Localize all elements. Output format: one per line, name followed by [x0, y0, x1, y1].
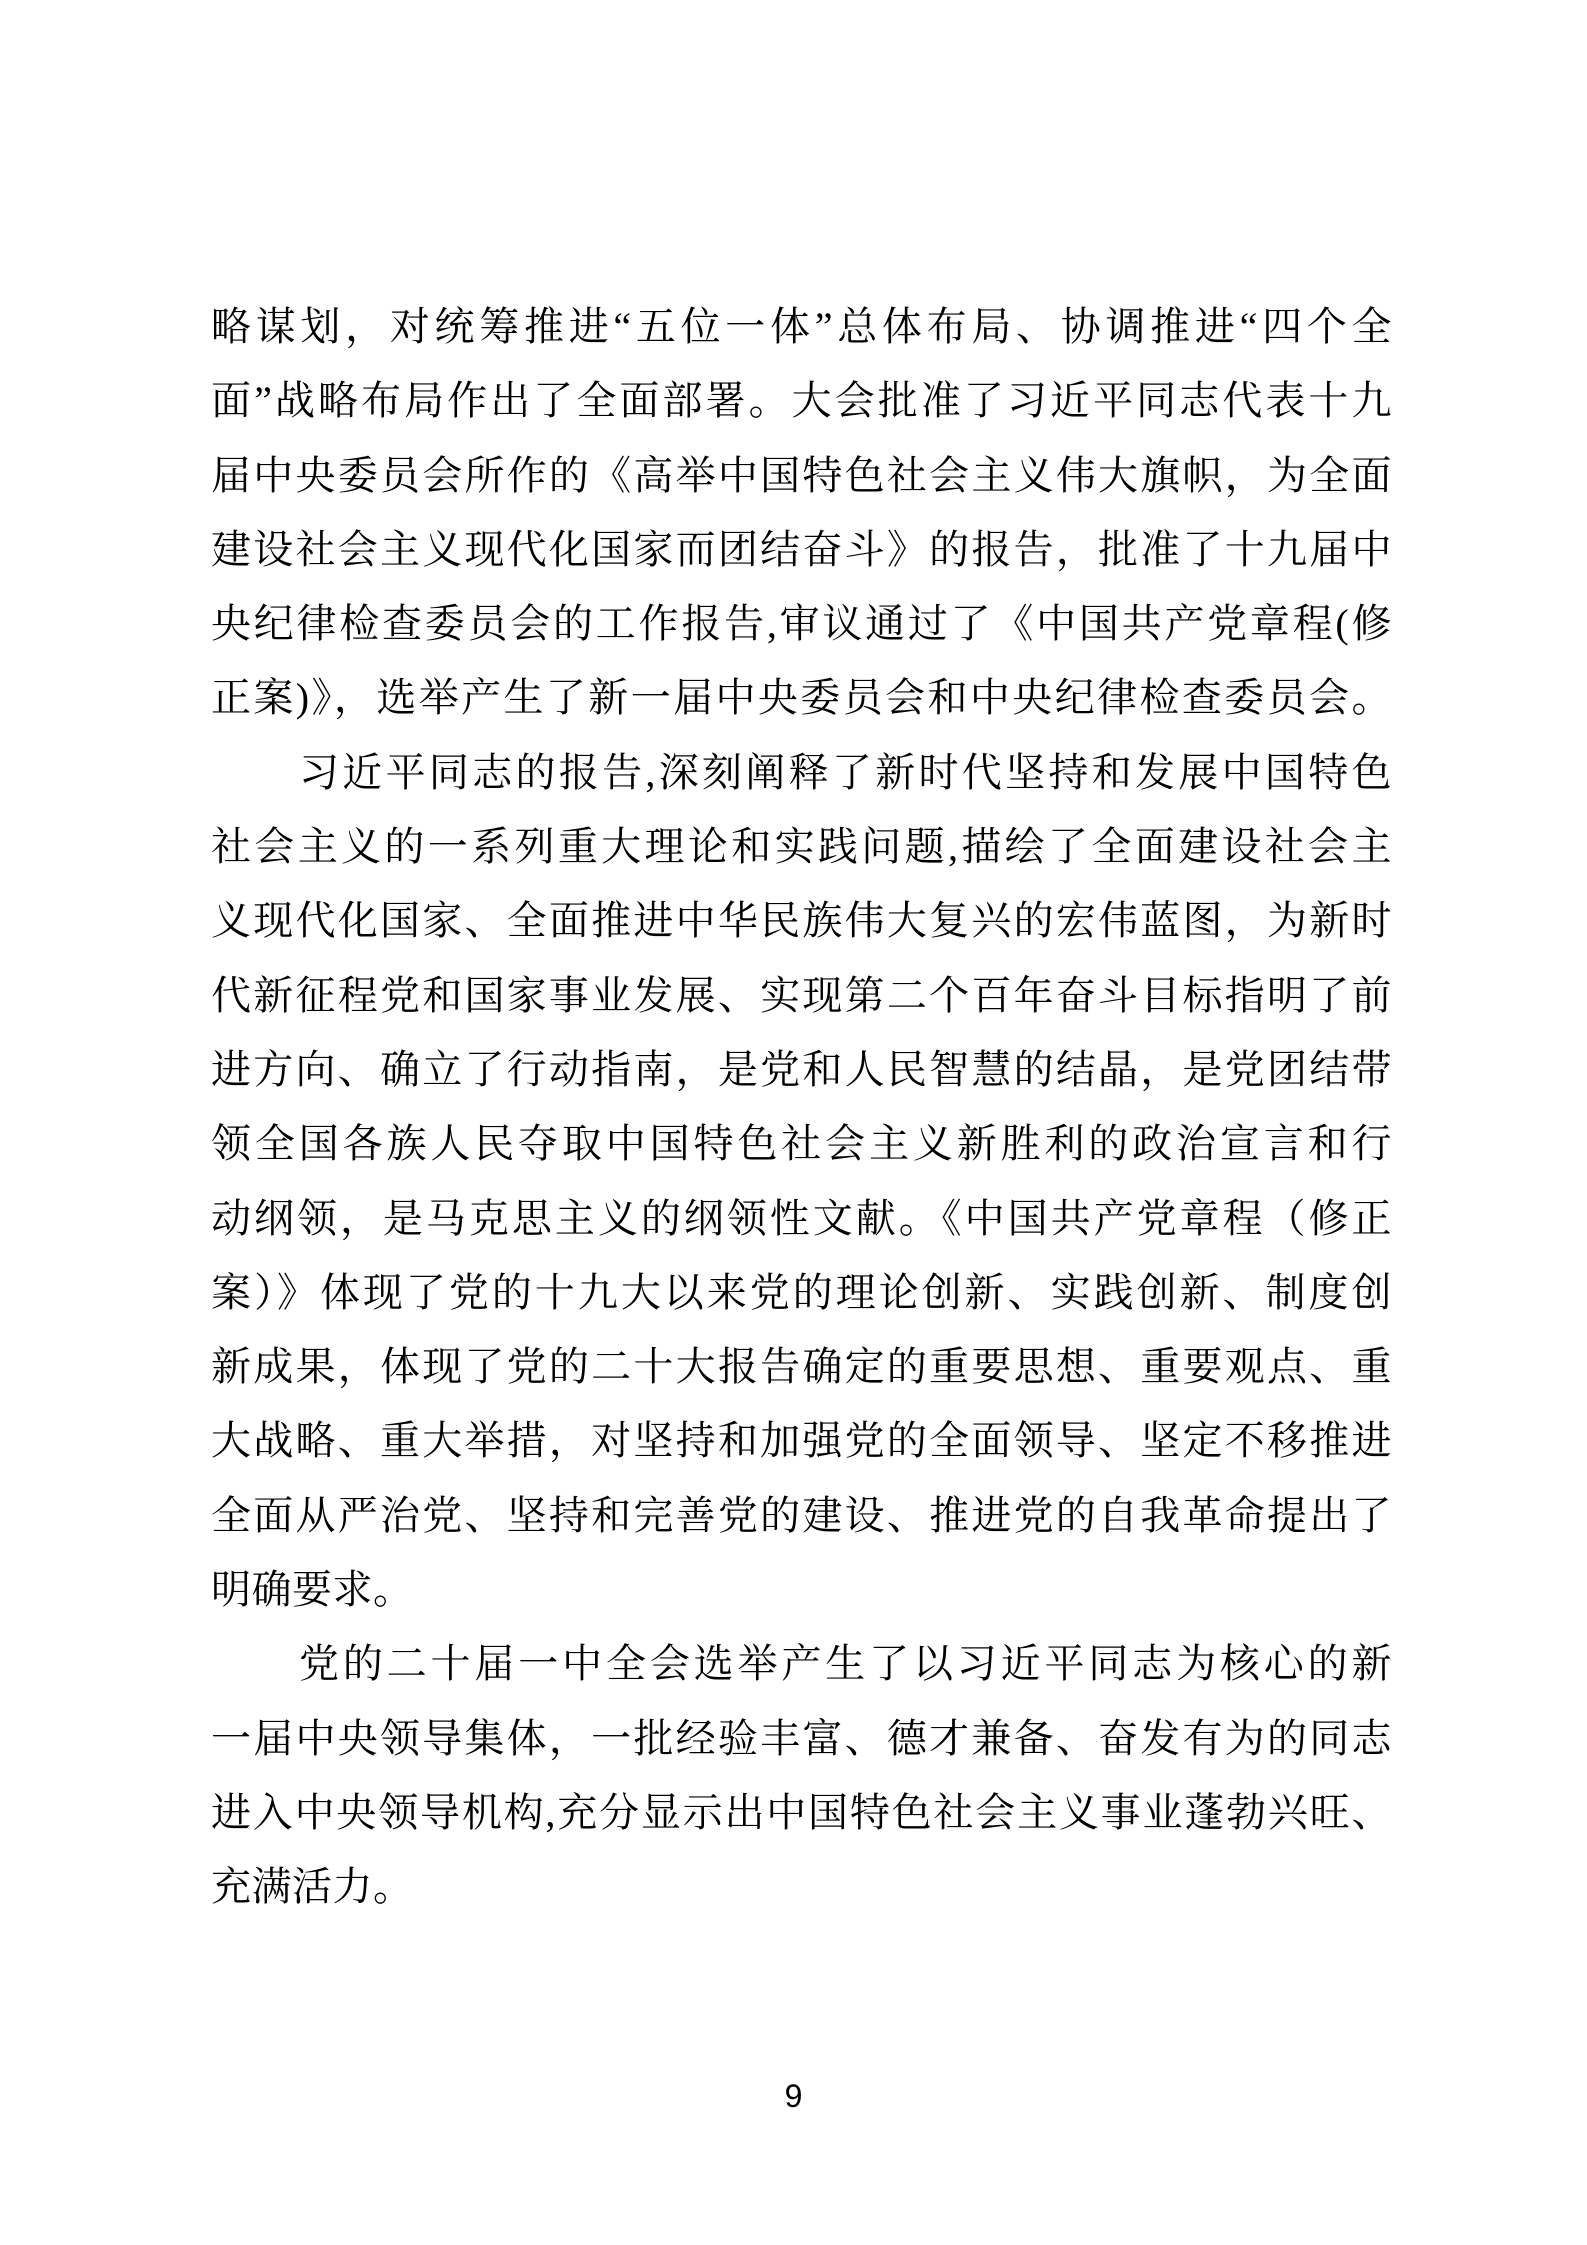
text-line: 新成果，体现了党的二十大报告确定的重要思想、重要观点、重	[211, 1344, 1392, 1390]
text-line: 央纪律检查委员会的工作报告,审议通过了《中国共产党章程(修	[211, 601, 1392, 647]
text-line: 略谋划，对统筹推进“五位一体”总体布局、协调推进“四个全	[211, 304, 1392, 349]
text-line: 全面从严治党、坚持和完善党的建设、推进党的自我革命提出了	[211, 1492, 1392, 1538]
text-line: 进入中央领导机构,充分显示出中国特色社会主义事业蓬勃兴旺、	[211, 1789, 1392, 1835]
text-line: 大战略、重大举措，对坚持和加强党的全面领导、坚定不移推进	[211, 1418, 1392, 1464]
body-text	[211, 290, 1392, 1925]
text-line: 社会主义的一系列重大理论和实践问题,描绘了全面建设社会主	[211, 824, 1392, 870]
text-line: 动纲领，是马克思主义的纲领性文献。《中国共产党章程（修正	[211, 1195, 1392, 1241]
text-line: 义现代化国家、全面推进中华民族伟大复兴的宏伟蓝图，为新时	[211, 898, 1392, 944]
text-line: 领全国各族人民夺取中国特色社会主义新胜利的政治宣言和行	[211, 1121, 1392, 1167]
text-line: 正案)》，选举产生了新一届中央委员会和中央纪律检查委员会。	[211, 675, 1392, 721]
text-line: 习近平同志的报告,深刻阐释了新时代坚持和发展中国特色	[299, 749, 1392, 795]
page-number: 9	[784, 2078, 803, 2114]
text-line: 届中央委员会所作的《高举中国特色社会主义伟大旗帜，为全面	[211, 452, 1392, 498]
text-line: 建设社会主义现代化国家而团结奋斗》的报告，批准了十九届中	[211, 526, 1392, 572]
text-line: 明确要求。	[211, 1567, 414, 1613]
text-line: 面”战略布局作出了全面部署。大会批准了习近平同志代表十九	[211, 378, 1392, 424]
text-line: 案）》体现了党的十九大以来党的理论创新、实践创新、制度创	[211, 1269, 1392, 1315]
text-line: 党的二十届一中全会选举产生了以习近平同志为核心的新	[299, 1641, 1392, 1687]
text-line: 进方向、确立了行动指南，是党和人民智慧的结晶，是党团结带	[211, 1046, 1392, 1092]
text-line: 充满活力。	[211, 1864, 414, 1910]
text-line: 代新征程党和国家事业发展、实现第二个百年奋斗目标指明了前	[211, 972, 1392, 1018]
text-line: 一届中央领导集体，一批经验丰富、德才兼备、奋发有为的同志	[211, 1715, 1392, 1761]
